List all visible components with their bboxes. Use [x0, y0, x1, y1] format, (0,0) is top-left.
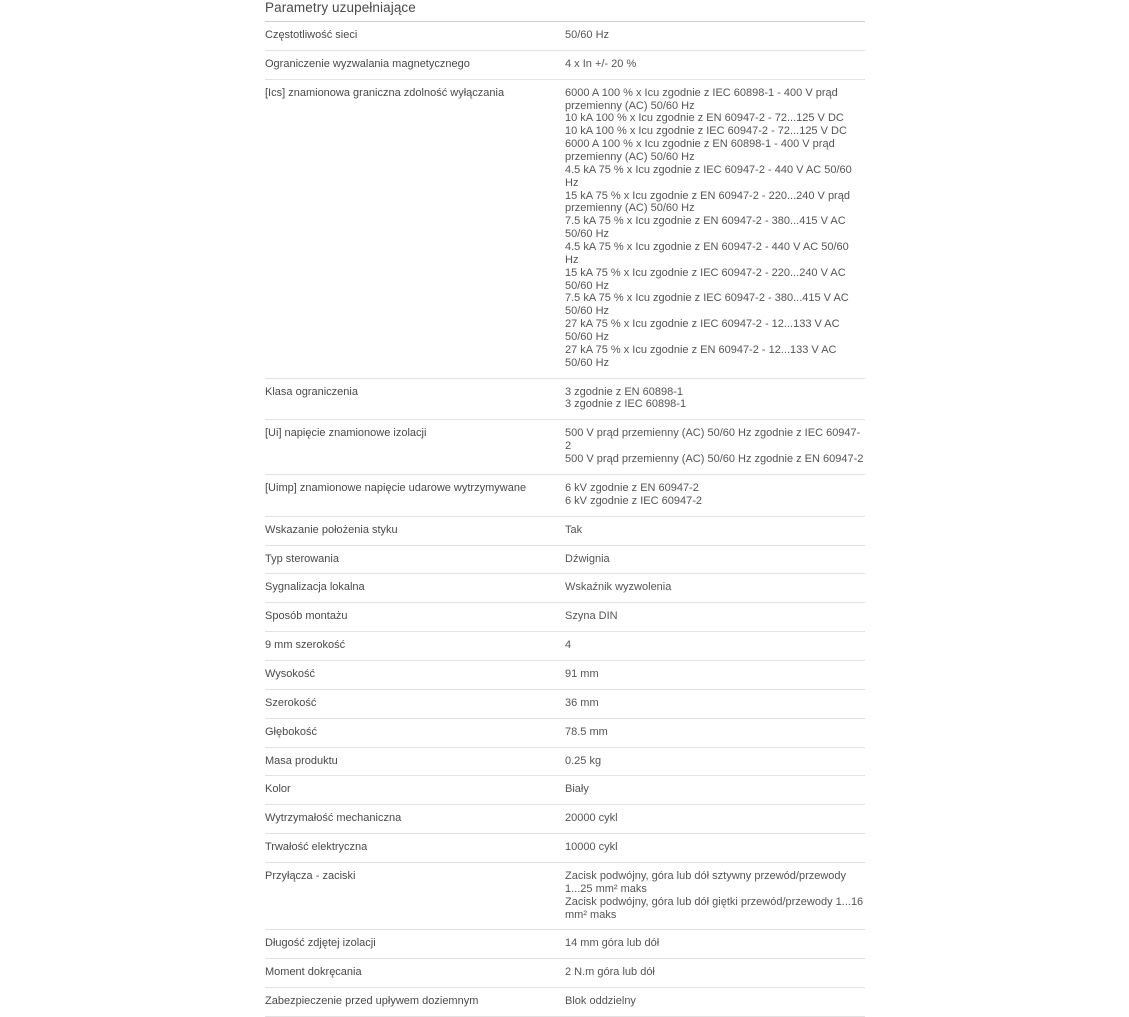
spec-value	[565, 834, 865, 863]
spec-value-line: 27 kA 75 % x Icu zgodnie z IEC 60947-2 - 12...133 V AC 50/60 Hz	[565, 318, 840, 344]
spec-label: Długość zdjętej izolacji	[265, 930, 565, 959]
spec-value	[565, 516, 865, 545]
spec-value-line: 6000 A 100 % x Icu zgodnie z IEC 60898-1 - 400 V prąd przemienny (AC) 50/60 Hz	[565, 86, 838, 112]
spec-value	[565, 776, 865, 805]
spec-label: Wskazanie położenia styku	[265, 516, 565, 545]
spec-value-line: 10 kA 100 % x Icu zgodnie z EN 60947-2 - 72...125 V DC	[565, 112, 844, 125]
spec-label: Wysokość	[265, 660, 565, 689]
spec-label: Sygnalizacja lokalna	[265, 574, 565, 603]
spec-value-line: 6 kV zgodnie z EN 60947-2	[565, 481, 699, 494]
spec-label: 9 mm szerokość	[265, 632, 565, 661]
spec-value-line: 36 mm	[565, 696, 599, 709]
table-row	[265, 805, 865, 834]
spec-content	[265, 0, 865, 1017]
specification-table	[265, 22, 865, 1017]
table-row	[265, 930, 865, 959]
spec-value	[565, 603, 865, 632]
spec-value	[565, 574, 865, 603]
spec-value	[565, 79, 865, 378]
spec-value	[565, 689, 865, 718]
spec-value	[565, 959, 865, 988]
spec-value-line: Szyna DIN	[565, 610, 618, 623]
spec-value-line: 7.5 kA 75 % x Icu zgodnie z IEC 60947-2 - 380...415 V AC 50/60 Hz	[565, 292, 849, 318]
spec-value-line: 0.25 kg	[565, 754, 602, 767]
spec-label: Sposób montażu	[265, 603, 565, 632]
spec-value-line: Blok oddzielny	[565, 995, 636, 1008]
table-row	[265, 50, 865, 79]
spec-value-line: 50/60 Hz	[565, 29, 610, 41]
spec-label: Zabezpieczenie przed upływem doziemnym	[265, 988, 565, 1017]
spec-label: Kolor	[265, 776, 565, 805]
spec-label: Typ sterowania	[265, 545, 565, 574]
spec-value	[565, 805, 865, 834]
spec-value-line: Zacisk podwójny, góra lub dół giętki przewód/przewody 1...16 mm² maks	[565, 895, 864, 921]
table-row	[265, 747, 865, 776]
spec-value-line: Biały	[565, 783, 589, 796]
spec-value-line: 20000 cykl	[565, 812, 618, 825]
spec-value-line: Dźwignia	[565, 552, 610, 565]
table-row	[265, 22, 865, 50]
spec-value	[565, 545, 865, 574]
spec-value	[565, 50, 865, 79]
spec-label: [Ui] napięcie znamionowe izolacji	[265, 420, 565, 475]
spec-value-line: 2 N.m góra lub dół	[565, 966, 655, 979]
table-row	[265, 474, 865, 516]
table-row	[265, 574, 865, 603]
spec-label: Ograniczenie wyzwalania magnetycznego	[265, 50, 565, 79]
spec-value	[565, 718, 865, 747]
spec-value-line: 4.5 kA 75 % x Icu zgodnie z IEC 60947-2 - 440 V AC 50/60 Hz	[565, 163, 852, 189]
spec-value-line: 500 V prąd przemienny (AC) 50/60 Hz zgodnie z EN 60947-2	[565, 453, 864, 466]
table-row	[265, 988, 865, 1017]
spec-value-line: 15 kA 75 % x Icu zgodnie z EN 60947-2 - 220...240 V prąd przemienny (AC) 50/60 Hz	[565, 189, 850, 215]
table-row	[265, 660, 865, 689]
spec-value	[565, 378, 865, 420]
table-row	[265, 689, 865, 718]
table-row	[265, 79, 865, 378]
spec-value-line: 78.5 mm	[565, 725, 608, 738]
spec-label: Klasa ograniczenia	[265, 378, 565, 420]
spec-value-line: 6 kV zgodnie z IEC 60947-2	[565, 494, 702, 507]
spec-label: Głębokość	[265, 718, 565, 747]
spec-value-line: 500 V prąd przemienny (AC) 50/60 Hz zgodnie z IEC 60947-2	[565, 427, 861, 453]
spec-label: [Ics] znamionowa graniczna zdolność wyłączania	[265, 79, 565, 378]
spec-value-line: 7.5 kA 75 % x Icu zgodnie z EN 60947-2 - 380...415 V AC 50/60 Hz	[565, 215, 846, 241]
spec-value	[565, 420, 865, 475]
spec-value	[565, 930, 865, 959]
table-row	[265, 959, 865, 988]
spec-value	[565, 474, 865, 516]
spec-value-line: 4.5 kA 75 % x Icu zgodnie z EN 60947-2 - 440 V AC 50/60 Hz	[565, 241, 849, 266]
table-row	[265, 516, 865, 545]
spec-value	[565, 22, 865, 50]
spec-value-line: 4	[565, 639, 572, 652]
table-row	[265, 632, 865, 661]
specification-table-body	[265, 22, 865, 1016]
table-row	[265, 545, 865, 574]
spec-value	[565, 747, 865, 776]
spec-value-line: 10000 cykl	[565, 841, 618, 854]
spec-value	[565, 660, 865, 689]
table-row	[265, 834, 865, 863]
table-row	[265, 718, 865, 747]
spec-label: Wytrzymałość mechaniczna	[265, 805, 565, 834]
spec-label: Masa produktu	[265, 747, 565, 776]
spec-label: Trwałość elektryczna	[265, 834, 565, 863]
table-row	[265, 420, 865, 475]
section-title: Parametry uzupełniające	[265, 0, 865, 22]
spec-value-line: 3 zgodnie z EN 60898-1	[565, 385, 684, 398]
spec-label: Przyłącza - zaciski	[265, 862, 565, 929]
spec-value-line: 15 kA 75 % x Icu zgodnie z IEC 60947-2 - 220...240 V AC 50/60 Hz	[565, 266, 846, 292]
table-row	[265, 603, 865, 632]
spec-value-line: Zacisk podwójny, góra lub dół sztywny przewód/przewody 1...25 mm² maks	[565, 869, 847, 895]
spec-value-line: Tak	[565, 523, 583, 536]
spec-label: Szerokość	[265, 689, 565, 718]
spec-value-line: 91 mm	[565, 667, 599, 680]
table-row	[265, 862, 865, 929]
spec-value-line: 14 mm góra lub dół	[565, 937, 660, 950]
spec-label: Moment dokręcania	[265, 959, 565, 988]
spec-label: [Uimp] znamionowe napięcie udarowe wytrzymywane	[265, 474, 565, 516]
spec-value	[565, 862, 865, 929]
spec-value-line: 3 zgodnie z IEC 60898-1	[565, 398, 687, 411]
spec-value	[565, 988, 865, 1017]
spec-label: Częstotliwość sieci	[265, 22, 565, 50]
spec-value-line: 6000 A 100 % x Icu zgodnie z EN 60898-1 - 400 V prąd przemienny (AC) 50/60 Hz	[565, 138, 835, 164]
spec-value-line: 27 kA 75 % x Icu zgodnie z EN 60947-2 - 12...133 V AC 50/60 Hz	[565, 343, 837, 369]
table-row	[265, 776, 865, 805]
spec-value-line: 4 x In +/- 20 %	[565, 57, 637, 70]
spec-value-line: 10 kA 100 % x Icu zgodnie z IEC 60947-2 - 72...125 V DC	[565, 125, 847, 138]
table-row	[265, 378, 865, 420]
spec-value-line: Wskaźnik wyzwolenia	[565, 581, 672, 594]
spec-value	[565, 632, 865, 661]
